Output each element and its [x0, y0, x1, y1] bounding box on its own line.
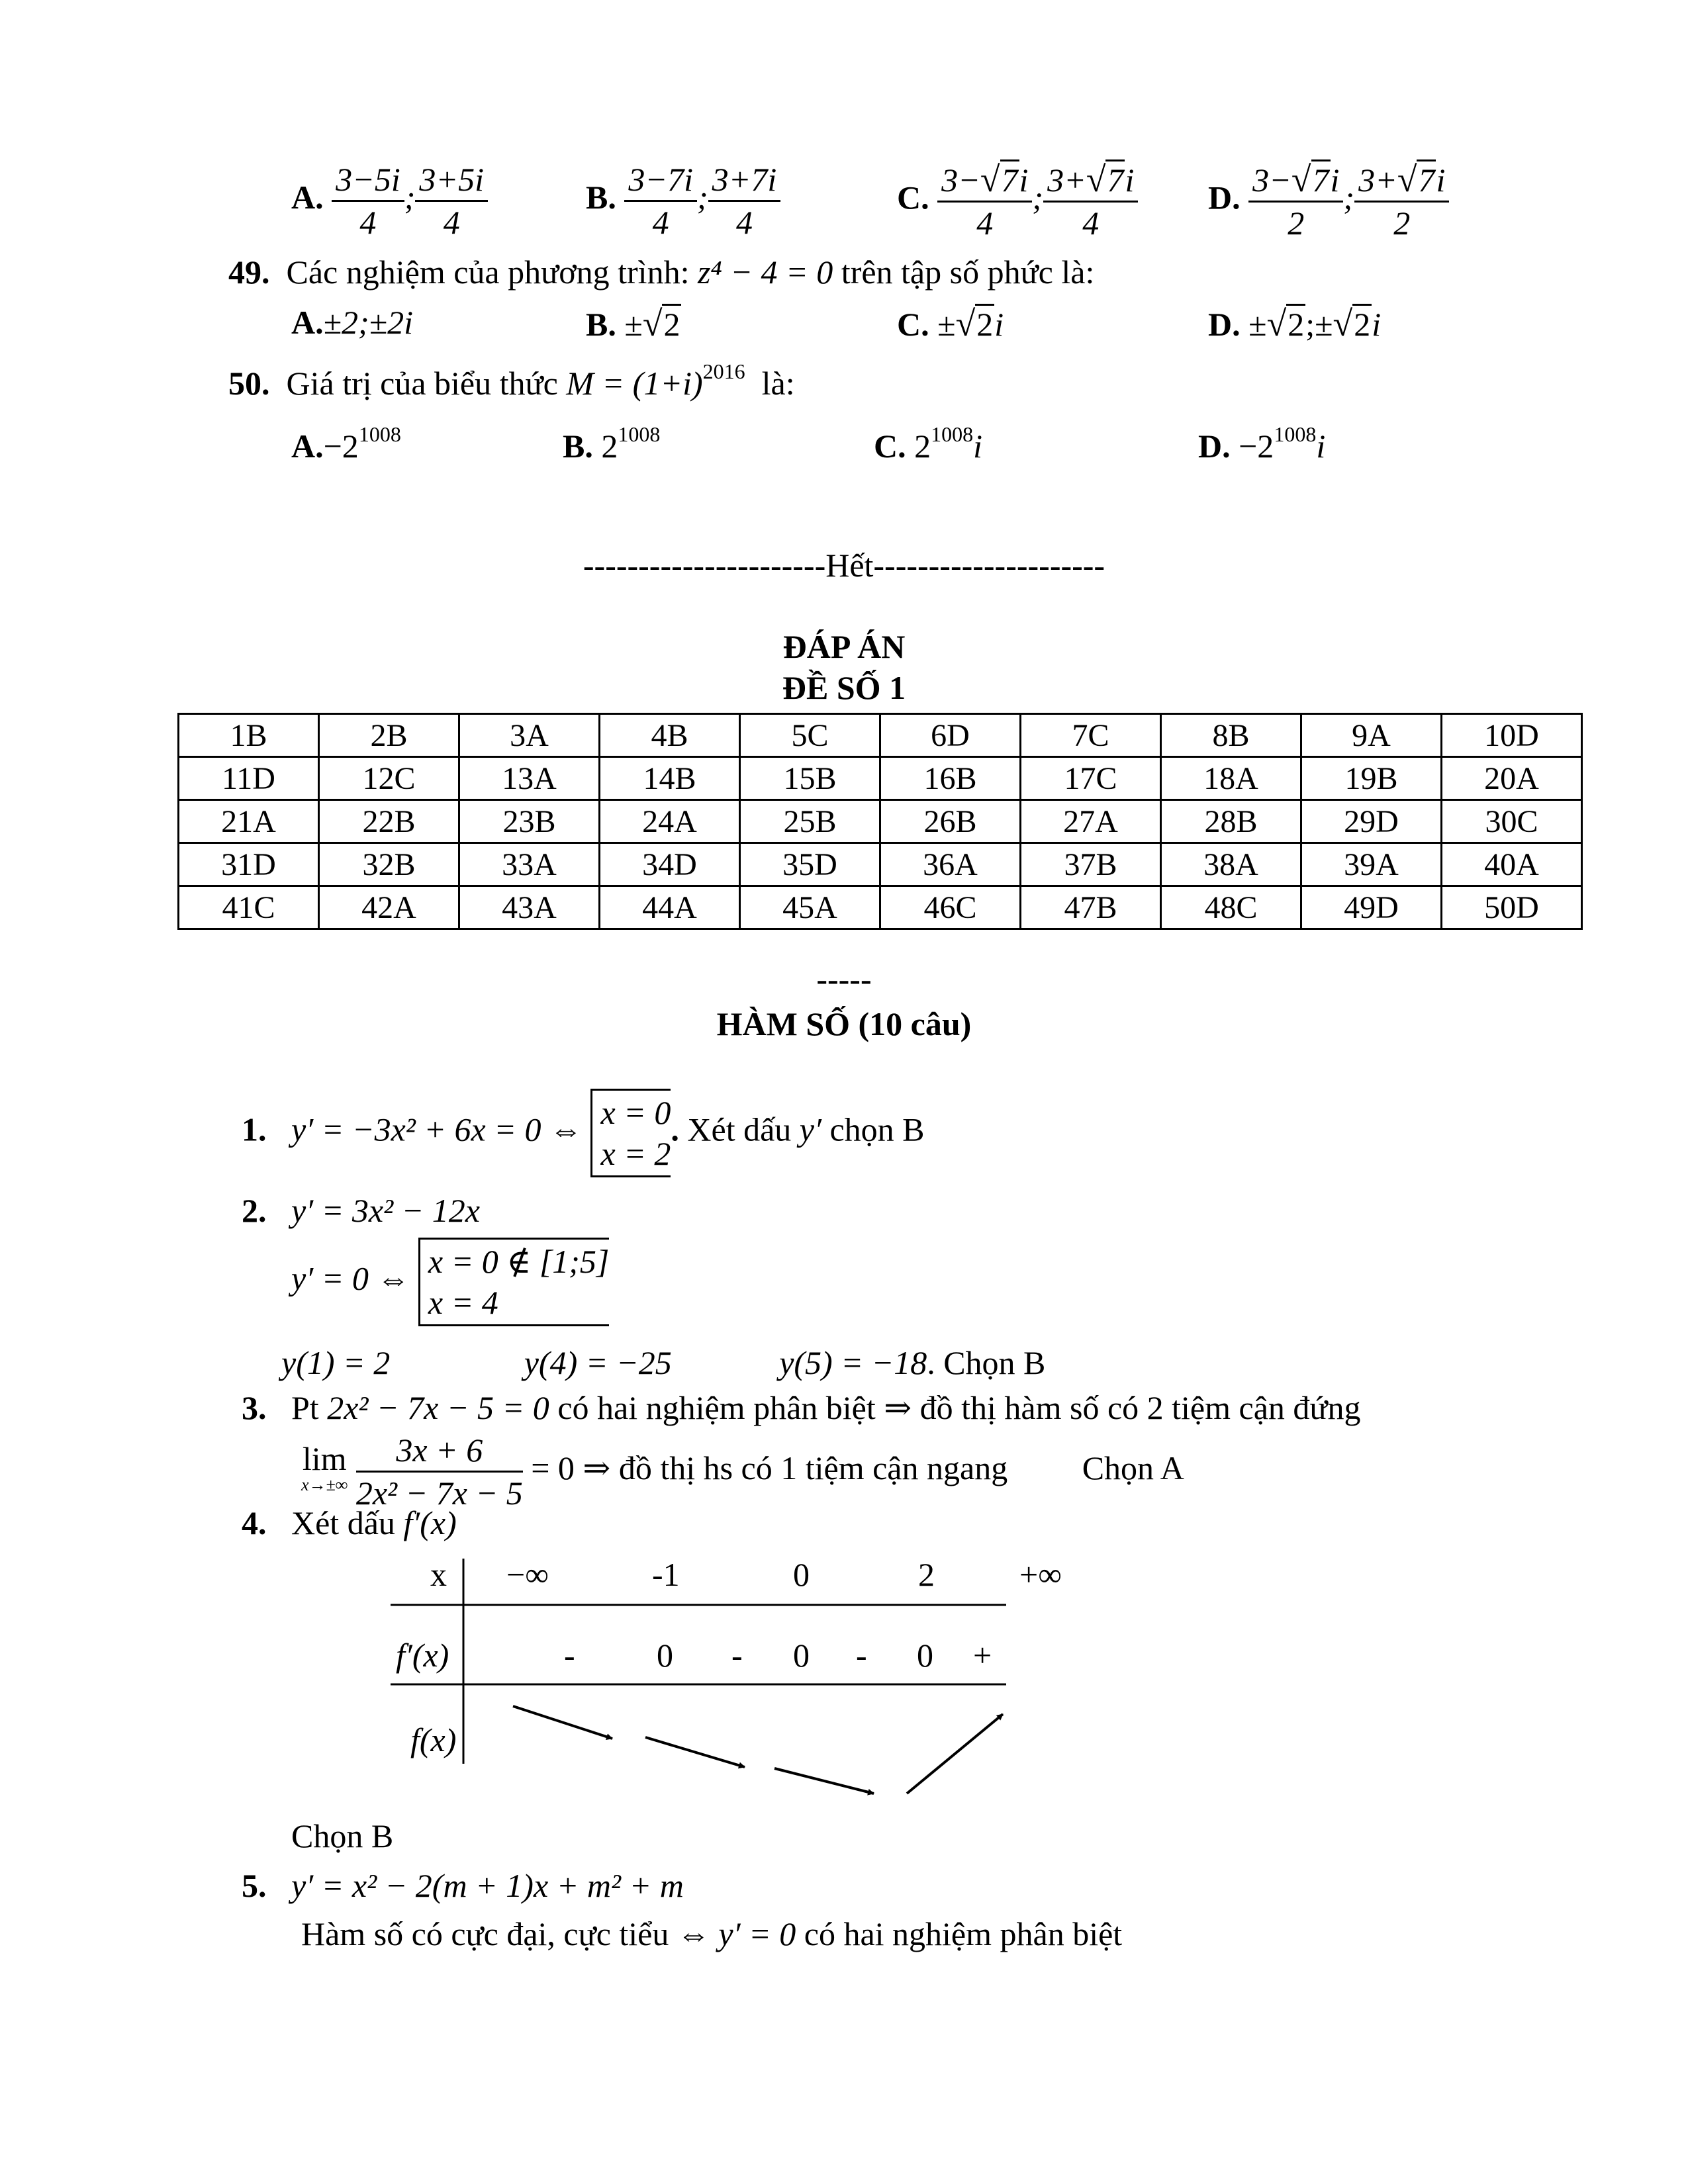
- answer-cell: 22B: [319, 800, 459, 843]
- q50-option-c: C. $2^{1008}i$: [874, 422, 983, 465]
- q48-option-c: C. $\frac{3-√7i}{4}$ ; $\frac{3+√7i}{4}$: [897, 159, 1138, 244]
- answer-cell: 31D: [179, 843, 319, 886]
- var-fp-sign: 0: [917, 1637, 933, 1674]
- answer-cell: 6D: [880, 714, 1021, 757]
- solution-4-choice: Chọn B: [291, 1817, 394, 1854]
- var-fp-label: f′(x): [396, 1637, 449, 1674]
- q50-option-a: $A.-2^{1008}$: [291, 422, 401, 465]
- solution-3: 3. Pt 2x² − 7x − 5 = 0 có hai nghiệm phân biệt ⇒ đồ thị hàm số có 2 tiệm cận đứng: [242, 1389, 1361, 1426]
- answer-cell: 25B: [740, 800, 880, 843]
- var-x-val: -1: [652, 1556, 680, 1593]
- q49-option-d: D. ±√2;±√2i: [1208, 304, 1382, 343]
- answer-cell: 24A: [600, 800, 740, 843]
- answer-cell: 43A: [459, 886, 600, 929]
- answer-cell: 46C: [880, 886, 1021, 929]
- answer-cell: 33A: [459, 843, 600, 886]
- answer-cell: 32B: [319, 843, 459, 886]
- solution-5-text: Hàm số có cực đại, cực tiểu ⇔ y′ = 0 có hai nghiệm phân biệt: [301, 1915, 1123, 1952]
- answer-cell: 28B: [1161, 800, 1301, 843]
- end-marker: ----------------------Hết---------------------: [583, 547, 1105, 584]
- var-fp-sign: +: [973, 1637, 992, 1674]
- increasing-arrow-icon: [907, 1714, 1003, 1794]
- var-x-val: −∞: [506, 1556, 549, 1593]
- answer-cell: 15B: [740, 757, 880, 800]
- q48-option-a: A. $\frac{3-5i}{4}$ ; $\frac{3+5i}{4}$: [291, 159, 488, 243]
- answer-cell: 5C: [740, 714, 880, 757]
- answer-cell: 48C: [1161, 886, 1301, 929]
- q49-option-c: C. ±√2i: [897, 304, 1004, 343]
- answer-cell: 12C: [319, 757, 459, 800]
- answer-cell: 44A: [600, 886, 740, 929]
- var-f-label: f(x): [410, 1721, 457, 1758]
- answer-cell: 49D: [1301, 886, 1442, 929]
- answer-cell: 37B: [1021, 843, 1161, 886]
- q49-option-b: B. ±√2: [586, 304, 680, 343]
- answer-cell: 3A: [459, 714, 600, 757]
- answer-cell: 4B: [600, 714, 740, 757]
- var-x-val: 2: [918, 1556, 935, 1593]
- answer-cell: 7C: [1021, 714, 1161, 757]
- answer-cell: 17C: [1021, 757, 1161, 800]
- option-label: A.: [291, 178, 324, 216]
- solution-2-cases: y′ = 0 ⇔ x = 0 ∉ [1;5] x = 4: [291, 1238, 609, 1326]
- answer-cell: 38A: [1161, 843, 1301, 886]
- answer-cell: 45A: [740, 886, 880, 929]
- answer-cell: 29D: [1301, 800, 1442, 843]
- answer-cell: 13A: [459, 757, 600, 800]
- solution-1: 1. y′ = −3x² + 6x = 0 ⇔ x = 0 x = 2 . Xét dấu y′ chọn B: [242, 1089, 924, 1177]
- answer-cell: 34D: [600, 843, 740, 886]
- var-fp-sign: 0: [657, 1637, 673, 1674]
- q50-question: 50. Giá trị của biểu thức $M = (1+i)^{2016}$ là:: [228, 359, 795, 402]
- answers-subtitle: ĐỀ SỐ 1: [782, 669, 906, 706]
- decreasing-arrow-icon: [774, 1768, 874, 1794]
- answer-cell: 10D: [1442, 714, 1582, 757]
- decreasing-arrow-icon: [645, 1737, 745, 1767]
- answer-cell: 26B: [880, 800, 1021, 843]
- var-x-label: x: [430, 1556, 447, 1593]
- solution-2: 2. y′ = 3x² − 12x: [242, 1192, 480, 1229]
- answer-cell: 50D: [1442, 886, 1582, 929]
- var-fp-sign: -: [856, 1637, 867, 1674]
- section-divider: -----: [816, 960, 872, 997]
- solution-3-limit: lim x→±∞ $\frac{3x + 6}{\text{2x² − 7x − 5}}$ = 0 ⇒ đồ thị hs có 1 tiệm cận ngang Chọn A: [301, 1430, 1184, 1514]
- answer-cell: 1B: [179, 714, 319, 757]
- answer-cell: 20A: [1442, 757, 1582, 800]
- answer-cell: 27A: [1021, 800, 1161, 843]
- solution-4: 4. Xét dấu f′(x): [242, 1504, 457, 1541]
- answer-cell: 40A: [1442, 843, 1582, 886]
- q48-option-b: B. $\frac{3-7i}{4}$ ; $\frac{3+7i}{4}$: [586, 159, 780, 243]
- var-fp-sign: 0: [793, 1637, 810, 1674]
- q49-option-a: A.±2;±2i: [291, 304, 414, 341]
- var-x-val: +∞: [1019, 1556, 1062, 1593]
- answer-cell: 2B: [319, 714, 459, 757]
- q48-option-d: D. $\frac{3-√7i}{2}$ ; $\frac{3+√7i}{2}$: [1208, 159, 1449, 244]
- answer-cell: 23B: [459, 800, 600, 843]
- q50-option-b: B. $2^{1008}$: [563, 422, 661, 465]
- answer-cell: 30C: [1442, 800, 1582, 843]
- answer-cell: 36A: [880, 843, 1021, 886]
- q49-question: 49. Các nghiệm của phương trình: z⁴ − 4 = 0 trên tập số phức là:: [228, 253, 1095, 291]
- answer-cell: 19B: [1301, 757, 1442, 800]
- var-fp-sign: -: [731, 1637, 743, 1674]
- answer-cell: 39A: [1301, 843, 1442, 886]
- answer-cell: 14B: [600, 757, 740, 800]
- answer-cell: 35D: [740, 843, 880, 886]
- answer-cell: 9A: [1301, 714, 1442, 757]
- var-x-val: 0: [793, 1556, 810, 1593]
- q50-option-d: D. $-2^{1008}i$: [1198, 422, 1326, 465]
- var-fp-sign: -: [564, 1637, 575, 1674]
- answer-cell: 8B: [1161, 714, 1301, 757]
- answer-cell: 42A: [319, 886, 459, 929]
- solution-5: 5. y′ = x² − 2(m + 1)x + m² + m: [242, 1867, 684, 1904]
- answers-title: ĐÁP ÁN: [782, 628, 906, 665]
- answer-cell: 41C: [179, 886, 319, 929]
- answer-cell: 16B: [880, 757, 1021, 800]
- answer-cell: 21A: [179, 800, 319, 843]
- answer-cell: 18A: [1161, 757, 1301, 800]
- answer-cell: 47B: [1021, 886, 1161, 929]
- answer-cell: 11D: [179, 757, 319, 800]
- decreasing-arrow-icon: [513, 1706, 612, 1739]
- solution-2-values: y(1) = 2 y(4) = −25 y(5) = −18. Chọn B: [281, 1344, 1046, 1381]
- section-title: HÀM SỐ (10 câu): [716, 1005, 972, 1042]
